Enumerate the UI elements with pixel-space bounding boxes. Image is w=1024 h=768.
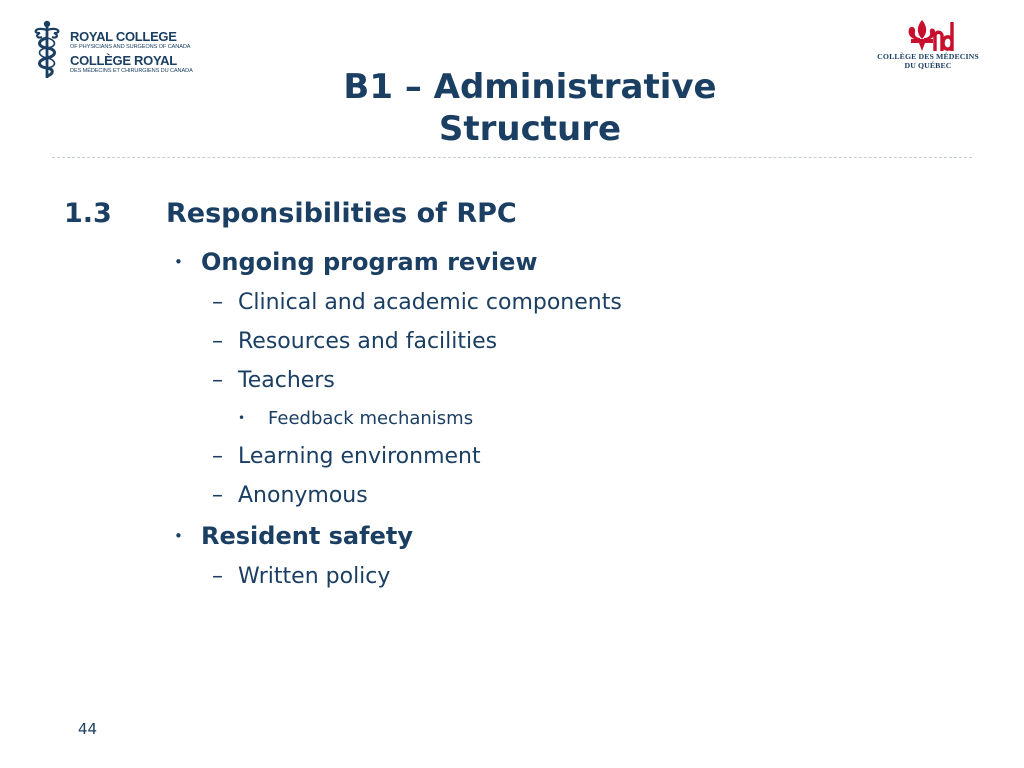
section-heading	[64, 198, 517, 229]
royal-college-logo	[32, 18, 192, 82]
slide-title-line-2: Structure	[438, 109, 622, 149]
dash-marker: –	[212, 329, 223, 354]
subitem-label: Teachers	[238, 368, 335, 393]
subitem-written-policy	[212, 564, 390, 589]
bullet-marker: •	[174, 527, 183, 545]
logo-line-college-royal: COLLÈGE ROYAL	[70, 52, 177, 68]
logo-line-medecins-chirurgiens: DES MÉDECINS ET CHIRURGIENS DU CANADA	[70, 67, 193, 74]
subitem-label: Anonymous	[238, 483, 368, 508]
bullet-ongoing-program-review	[174, 248, 538, 276]
subitem-clinical-academic	[212, 290, 622, 315]
dash-marker: –	[212, 444, 223, 469]
slide-title	[270, 66, 790, 150]
caduceus-icon	[32, 20, 62, 82]
subitem-anonymous	[212, 483, 368, 508]
bullet-resident-safety	[174, 522, 413, 550]
fleur-de-lis-icon	[902, 18, 954, 52]
page-number: 44	[78, 720, 98, 738]
dash-marker: –	[212, 564, 223, 589]
section-heading-text: Responsibilities of RPC	[166, 198, 517, 229]
bullet-label: Ongoing program review	[201, 248, 538, 276]
logo-line-college-des-medecins: COLLÈGE DES MÉDECINS	[877, 52, 979, 61]
subitem-label: Resources and facilities	[238, 329, 498, 354]
logo-line-physicians-surgeons: OF PHYSICIANS AND SURGEONS OF CANADA	[70, 44, 191, 50]
subitem-label: Learning environment	[238, 444, 481, 469]
section-number: 1.3	[64, 198, 112, 229]
dash-marker: –	[212, 368, 223, 393]
dash-marker: –	[212, 290, 223, 315]
title-divider	[52, 157, 972, 158]
cmq-logo	[868, 18, 988, 84]
slide-title-line-1: B1 – Administrative	[343, 67, 717, 107]
bullet-label: Resident safety	[201, 522, 413, 550]
subitem-label: Written policy	[238, 564, 391, 589]
logo-line-du-quebec: DU QUÉBEC	[904, 61, 952, 71]
subsubitem-feedback-mechanisms	[238, 408, 473, 429]
subitem-learning-environment	[212, 444, 481, 469]
dash-marker: –	[212, 483, 223, 508]
subitem-teachers	[212, 368, 335, 393]
logo-line-royal-college: ROYAL COLLEGE	[70, 29, 177, 44]
subsubitem-label: Feedback mechanisms	[268, 408, 474, 429]
subitem-resources-facilities	[212, 329, 497, 354]
bullet-marker: •	[174, 253, 183, 271]
bullet-marker: •	[238, 411, 246, 425]
subitem-label: Clinical and academic components	[238, 290, 622, 315]
